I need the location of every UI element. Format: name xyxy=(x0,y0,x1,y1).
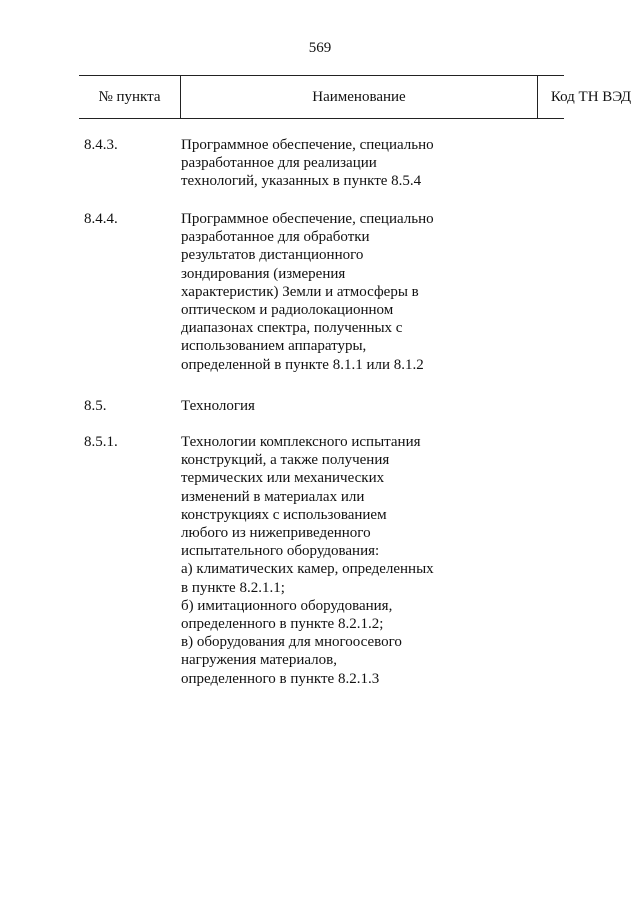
row-number: 8.5.1. xyxy=(84,434,118,450)
header-code: Код ТН ВЭД xyxy=(550,89,632,105)
table-header xyxy=(79,75,632,119)
row-description: Программное обеспечение, специально разработанное для реализации технологий, указанных в пункте 8.5.4 xyxy=(181,137,434,190)
row-number: 8.4.3. xyxy=(84,137,118,153)
row-description: Технологии комплексного испытания конструкций, а также получения термических или механических изменений в материалах или конструкциях с использованием любого из нижеприведенного испытательного оборудования: а) климатических камер, определенных в пункте 8.2.1.1; б) имитационного оборудования, определенного в пункте 8.2.1.2; в) оборудования для многоосевого нагружения материалов, определенного в пункте 8.2.1.3 xyxy=(181,434,434,687)
header-name: Наименование xyxy=(180,76,538,118)
row-description: Программное обеспечение, специально разработанное для обработки результатов дистанционного зондирования (измерения характеристик) Земли и атмосферы в оптическом и радиолокационном диапазонах спектра, полученных с использованием аппаратуры, определенной в пункте 8.1.1 или 8.1.2 xyxy=(181,211,434,373)
row-number: 8.4.4. xyxy=(84,211,118,227)
page-number: 569 xyxy=(308,40,332,56)
row-number: 8.5. xyxy=(84,398,107,414)
header-item-number: № пункта xyxy=(98,89,161,105)
row-description: Технология xyxy=(181,398,255,414)
